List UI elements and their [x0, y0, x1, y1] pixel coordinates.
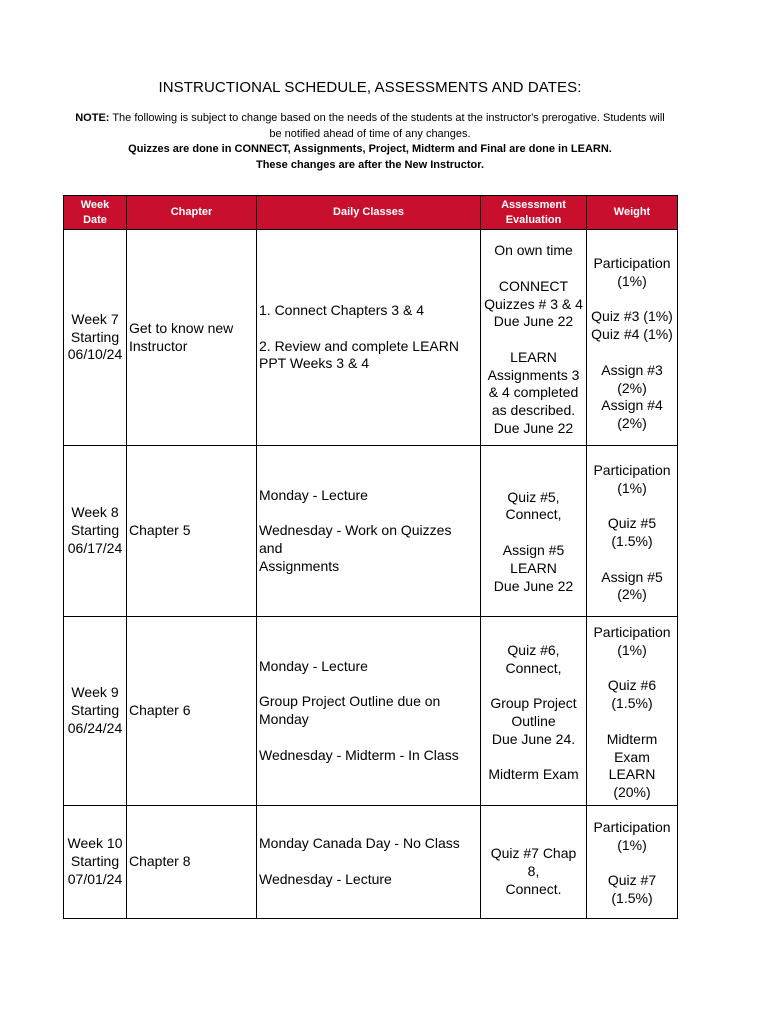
header-chapter: Chapter — [127, 196, 257, 230]
week-cell: Week 9 Starting 06/24/24 — [64, 617, 127, 806]
daily-classes-cell: Monday - Lecture Group Project Outline due on Monday Wednesday - Midterm - In Class — [257, 617, 481, 806]
header-week-date: Week Date — [64, 196, 127, 230]
note-paragraph — [70, 111, 670, 142]
assessment-cell: On own time CONNECT Quizzes # 3 & 4 Due June 22 LEARN Assignments 3 & 4 completed as described. Due June 22 — [481, 230, 587, 446]
assessment-cell: Quiz #5, Connect, Assign #5 LEARN Due June 22 — [481, 446, 587, 617]
note-block — [70, 111, 670, 173]
weight-cell: Participation (1%) Quiz #6 (1.5%) Midterm Exam LEARN (20%) — [587, 617, 678, 806]
note-text: The following is subject to change based on the needs of the students at the instructor's prerogative. Students will be notified ahead of time of any changes. — [109, 112, 665, 140]
note-platforms-line: Quizzes are done in CONNECT, Assignments, Project, Midterm and Final are done in LEARN. — [128, 143, 612, 155]
header-assessment-evaluation: Assessment Evaluation — [481, 196, 587, 230]
table-row — [64, 446, 678, 617]
weight-cell: Participation (1%) Quiz #7 (1.5%) — [587, 806, 678, 919]
chapter-cell: Chapter 6 — [127, 617, 257, 806]
table-row — [64, 230, 678, 446]
table-row — [64, 617, 678, 806]
chapter-cell: Get to know new Instructor — [127, 230, 257, 446]
week-cell: Week 8 Starting 06/17/24 — [64, 446, 127, 617]
header-weight: Weight — [587, 196, 678, 230]
week-cell: Week 7 Starting 06/10/24 — [64, 230, 127, 446]
assessment-cell: Quiz #6, Connect, Group Project Outline Due June 24. Midterm Exam — [481, 617, 587, 806]
table-header-row — [64, 196, 678, 230]
schedule-table — [63, 195, 678, 919]
chapter-cell: Chapter 8 — [127, 806, 257, 919]
chapter-cell: Chapter 5 — [127, 446, 257, 617]
page-title: INSTRUCTIONAL SCHEDULE, ASSESSMENTS AND DATES: — [158, 79, 582, 96]
weight-cell: Participation (1%) Quiz #3 (1%) Quiz #4 (1%) Assign #3 (2%) Assign #4 (2%) — [587, 230, 678, 446]
week-cell: Week 10 Starting 07/01/24 — [64, 806, 127, 919]
assessment-cell: Quiz #7 Chap 8, Connect. — [481, 806, 587, 919]
weight-cell: Participation (1%) Quiz #5 (1.5%) Assign #5 (2%) — [587, 446, 678, 617]
daily-classes-cell: Monday - Lecture Wednesday - Work on Quizzes and Assignments — [257, 446, 481, 617]
table-row — [64, 806, 678, 919]
header-daily-classes: Daily Classes — [257, 196, 481, 230]
daily-classes-cell: 1. Connect Chapters 3 & 4 2. Review and complete LEARN PPT Weeks 3 & 4 — [257, 230, 481, 446]
daily-classes-cell: Monday Canada Day - No Class Wednesday - Lecture — [257, 806, 481, 919]
note-label: NOTE: — [75, 112, 110, 124]
note-instructor-line: These changes are after the New Instructor. — [255, 158, 485, 171]
